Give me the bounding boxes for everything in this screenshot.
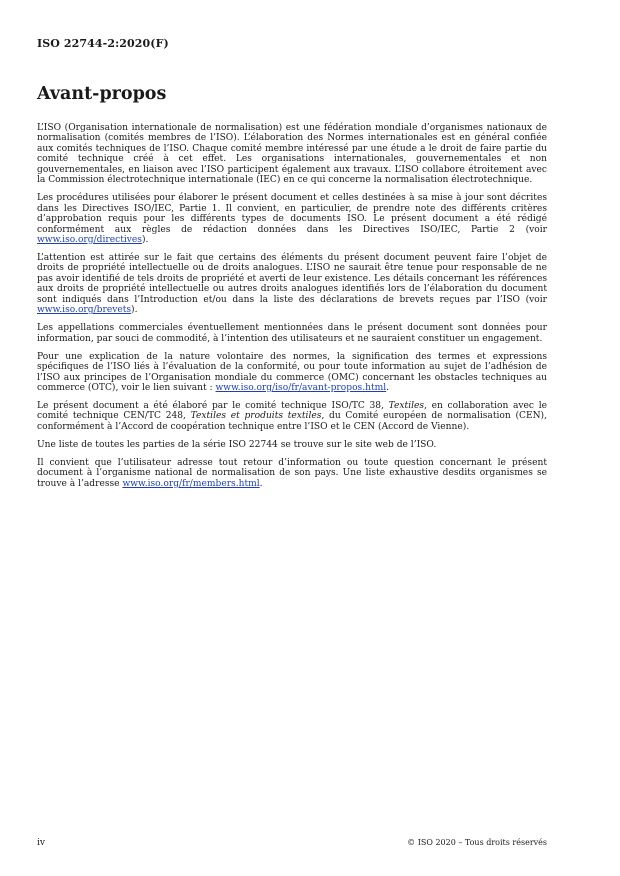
paragraph-6-text-b: , en collaboration avec le comité technique CEN/TC 248, bbox=[37, 400, 547, 422]
link-directives[interactable]: www.iso.org/directives bbox=[37, 235, 142, 246]
paragraph-2-text: Les procédures utilisées pour élaborer le présent document et celles destinées à sa mise à jour sont décrites dans les Directives ISO/IEC, Partie 1. Il convient, en particulier, de prendre note des différents critères d’approbation requis pour les différents types de documents ISO. Le présent document a été rédigé conformément aux règles de rédaction données dans les Directives ISO/IEC, Partie 2 (voir bbox=[37, 193, 547, 235]
paragraph-2 bbox=[37, 193, 547, 245]
paragraph-8-text: Il convient que l’utilisateur adresse tout retour d’information ou toute question concernant le présent document à l’organisme national de normalisation de son pays. Une liste exhaustive desdits organismes se trouve à l’adresse bbox=[37, 457, 547, 489]
paragraph-4-text: Les appellations commerciales éventuellement mentionnées dans le présent document sont données pour information, par souci de commodité, à l’intention des utilisateurs et ne sauraient constituer un engagement. bbox=[37, 323, 547, 344]
committee-name-textile-products: Textiles et produits textiles bbox=[190, 411, 322, 422]
paragraph-5-text: Pour une explication de la nature volontaire des normes, la signification des termes et expressions spécifiques de l’ISO liés à l’évaluation de la conformité, ou pour toute information au sujet de l’adhésion de l’ISO aux principes de l’Organisation mondiale du commerce (OMC) concernant les obstacles techniques au commerce (OTC), voir le lien suivant : bbox=[37, 351, 547, 393]
link-members[interactable]: www.iso.org/fr/members.html bbox=[122, 478, 260, 489]
paragraph-8-end: . bbox=[259, 478, 263, 489]
standard-id: ISO 22744-2:2020(F) bbox=[37, 37, 169, 50]
paragraph-4 bbox=[37, 323, 547, 344]
paragraph-1 bbox=[37, 123, 547, 186]
paragraph-7 bbox=[37, 440, 547, 450]
foreword-body bbox=[37, 123, 547, 497]
paragraph-5-end: . bbox=[386, 382, 390, 393]
paragraph-2-end: ). bbox=[141, 235, 149, 246]
copyright-notice: © ISO 2020 – Tous droits réservés bbox=[407, 838, 547, 847]
page-title: Avant-propos bbox=[37, 84, 167, 104]
paragraph-3-text: L’attention est attirée sur le fait que certains des éléments du présent document peuvent faire l’objet de droits de propriété intellectuelle ou de droits analogues. L’ISO ne saurait être tenue pour responsable de ne pas avoir identifié de tels droits de propriété et averti de leur existence. Les détails concernant les références aux droits de propriété intellectuelle ou autres droits analogues identifiés lors de l’élaboration du document sont indiqués dans l’Introduction et/ou dans la liste des déclarations de brevets reçues par l’ISO (voir bbox=[37, 252, 547, 305]
page-number: iv bbox=[37, 838, 45, 848]
paragraph-8 bbox=[37, 458, 547, 489]
link-brevets[interactable]: www.iso.org/brevets bbox=[37, 305, 132, 316]
link-avant-propos[interactable]: www.iso.org/iso/fr/avant-propos.html bbox=[215, 382, 387, 393]
paragraph-6-text-c: , du Comité européen de normalisation (CEN), conformément à l’Accord de coopération technique entre l’ISO et le CEN (Accord de Vienne). bbox=[37, 411, 547, 432]
paragraph-7-text: Une liste de toutes les parties de la série ISO 22744 se trouve sur le site web de l’ISO. bbox=[37, 439, 437, 450]
paragraph-5 bbox=[37, 352, 547, 394]
paragraph-3 bbox=[37, 253, 547, 316]
paragraph-3-end: ). bbox=[131, 305, 138, 316]
paragraph-6 bbox=[37, 401, 547, 432]
paragraph-6-text-a: Le présent document a été élaboré par le comité technique ISO/TC 38, bbox=[37, 400, 389, 411]
paragraph-1-text: L’ISO (Organisation internationale de normalisation) est une fédération mondiale d’organismes nationaux de normalisation (comités membres de l’ISO). L’élaboration des Normes internationales est en général confiée aux comités techniques de l’ISO. Chaque comité membre intéressé par une étude a le droit de faire partie du comité technique créé à cet effet. Les organisations internationales, gouvernementales et non gouvernementales, en liaison avec l’ISO participent également aux travaux. L’ISO collabore étroitement avec la Commission électrotechnique internationale (IEC) en ce qui concerne la normalisation électrotechnique. bbox=[37, 123, 547, 186]
committee-name-textiles: Textiles bbox=[388, 400, 425, 411]
